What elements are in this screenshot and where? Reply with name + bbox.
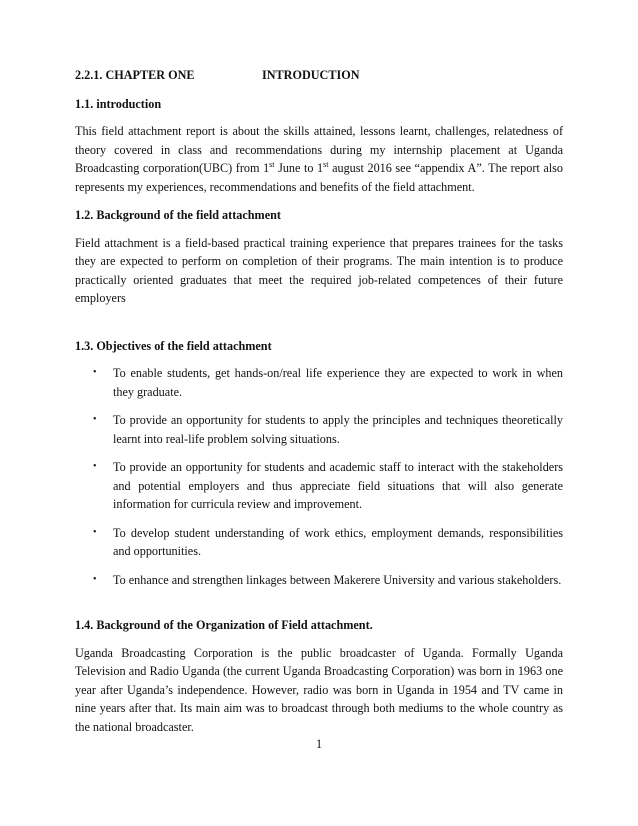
chapter-number: 2.2.1. CHAPTER ONE bbox=[75, 68, 195, 82]
chapter-title: INTRODUCTION bbox=[262, 68, 360, 82]
chapter-heading bbox=[75, 66, 563, 85]
bullet-icon: • bbox=[93, 573, 97, 585]
introduction-paragraph bbox=[75, 122, 563, 196]
objective-text: To develop student understanding of work ethics, employment demands, responsibilities and opportunities. bbox=[113, 525, 563, 558]
bullet-icon: • bbox=[93, 414, 97, 425]
section-heading-organization: 1.4. Background of the Organization of Field attachment. bbox=[75, 618, 373, 632]
objectives-list bbox=[75, 364, 563, 589]
bullet-icon: • bbox=[93, 367, 97, 378]
ordinal-suffix: st bbox=[323, 159, 329, 169]
page-content bbox=[75, 66, 563, 746]
objective-text: To enable students, get hands-on/real life experience they are expected to work in when they graduate. bbox=[113, 366, 563, 399]
section-heading-introduction: 1.1. introduction bbox=[75, 96, 162, 111]
introduction-text-part2: June to 1 bbox=[274, 161, 324, 175]
list-item bbox=[75, 458, 563, 514]
background-paragraph: Field attachment is a field-based practical training experience that prepares trainees for the tasks they are expected to perform on completion of their programs. The main intention is to produce practically oriented graduates that meet the required job-related competences of their future employers bbox=[75, 235, 563, 305]
bullet-icon: • bbox=[93, 526, 97, 538]
list-item bbox=[75, 524, 563, 561]
section-heading-background: 1.2. Background of the field attachment bbox=[75, 208, 281, 222]
objective-text: To provide an opportunity for students and academic staff to interact with the stakeholders and potential employers and thus appreciate field situations that will also generate information for curricula review and improvement. bbox=[113, 460, 563, 511]
organization-paragraph: Uganda Broadcasting Corporation is the public broadcaster of Uganda. Formally Uganda Television and Radio Uganda (the current Uganda Broadcasting Corporation) was born in 1963 one year after Uganda’s independence. However, radio was born in Uganda in 1954 and TV came in nine years after that. Its main aim was to broadcast through both mediums to the whole country as the national broadcaster. bbox=[75, 645, 563, 734]
page-number: 1 bbox=[315, 737, 323, 751]
introduction-text-part1: This field attachment report is about the skills attained, lessons learnt, challenges, relatedness of theory covered in class and recommendations during my internship placement at Uganda Broadcasting corporation(UBC) from 1 bbox=[75, 124, 563, 175]
list-item bbox=[75, 411, 563, 448]
section-heading-objectives: 1.3. Objectives of the field attachment bbox=[75, 338, 272, 353]
introduction-text-part3: august 2016 see “appendix A”. The report also represents my experiences, recommendations and benefits of the field attachment. bbox=[75, 161, 563, 194]
bullet-icon: • bbox=[93, 461, 97, 472]
list-item bbox=[75, 364, 563, 401]
objective-text: To enhance and strengthen linkages between Makerere University and various stakeholders. bbox=[113, 572, 562, 587]
objective-text: To provide an opportunity for students to apply the principles and techniques theoretically learnt into real-life problem solving situations. bbox=[113, 413, 563, 446]
ordinal-suffix: st bbox=[269, 159, 275, 169]
list-item bbox=[75, 571, 563, 590]
